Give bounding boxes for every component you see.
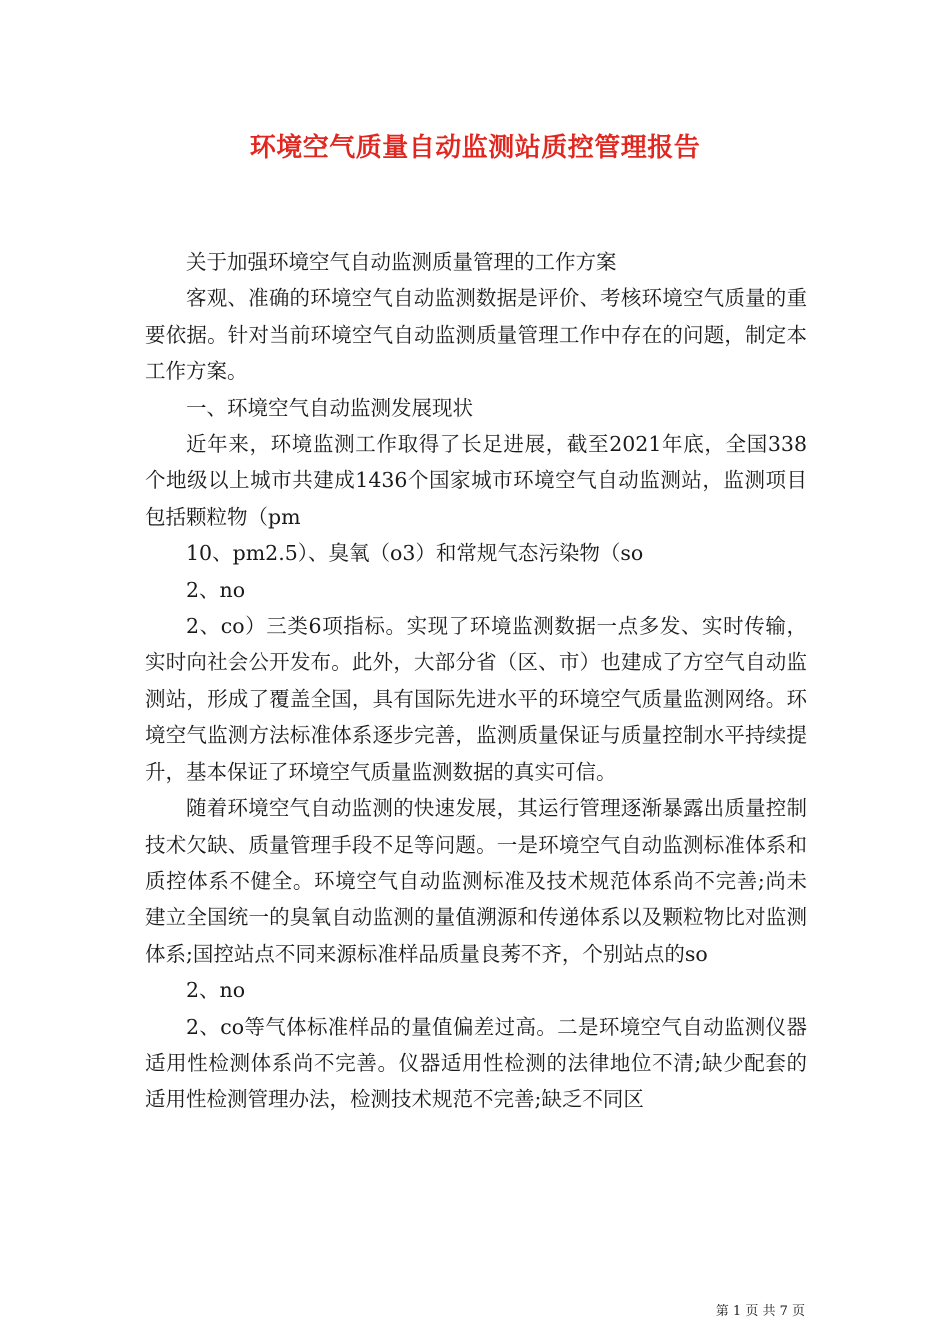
page-number: 第 1 页 共 7 页 — [715, 1304, 805, 1319]
paragraph-fragment: 10、pm2.5）、臭氧（o3）和常规气态污染物（so — [186, 541, 644, 566]
paragraph-issues: 随着环境空气自动监测的快速发展，其运行管理逐渐暴露出质量控制技术欠缺、质量管理手段不足等问题。一是环境空气自动监测标准体系和质控体系不健全。环境空气自动监测标准及技术规范体系尚不完善;尚未建立全国统一的臭氧自动监测的量值溯源和传递体系以及颗粒物比对监测体系;国控站点不同来源标准样品质量良莠不齐，个别站点的so — [145, 796, 807, 966]
page-title: 环境空气质量自动监测站质控管理报告 — [249, 133, 701, 163]
paragraph-fragment: 2、no — [186, 577, 246, 602]
paragraph-fragment: 2、no — [186, 978, 246, 1003]
paragraph-plan-heading: 关于加强环境空气自动监测质量管理的工作方案 — [186, 250, 617, 274]
document-body — [145, 244, 807, 1118]
paragraph-progress: 近年来，环境监测工作取得了长足进展，截至2021年底，全国338个地级以上城市共建成1436个国家城市环境空气自动监测站，监测项目包括颗粒物（pm — [145, 432, 807, 529]
section-heading-1: 一、环境空气自动监测发展现状 — [186, 395, 473, 420]
paragraph-intro: 客观、准确的环境空气自动监测数据是评价、考核环境空气质量的重要依据。针对当前环境空气自动监测质量管理工作中存在的问题，制定本工作方案。 — [145, 286, 807, 384]
paragraph-instruments: 2、co等气体标准样品的量值偏差过高。二是环境空气自动监测仪器适用性检测体系尚不完善。仪器适用性检测的法律地位不清;缺少配套的适用性检测管理办法，检测技术规范不完善;缺乏不同区 — [145, 1014, 807, 1112]
paragraph-network: 2、co）三类6项指标。实现了环境监测数据一点多发、实时传输，实时向社会公开发布。此外，大部分省（区、市）也建成了方空气自动监测站，形成了覆盖全国，具有国际先进水平的环境空气质量监测网络。环境空气监测方法标准体系逐步完善，监测质量保证与质量控制水平持续提升，基本保证了环境空气质量监测数据的真实可信。 — [145, 614, 807, 784]
